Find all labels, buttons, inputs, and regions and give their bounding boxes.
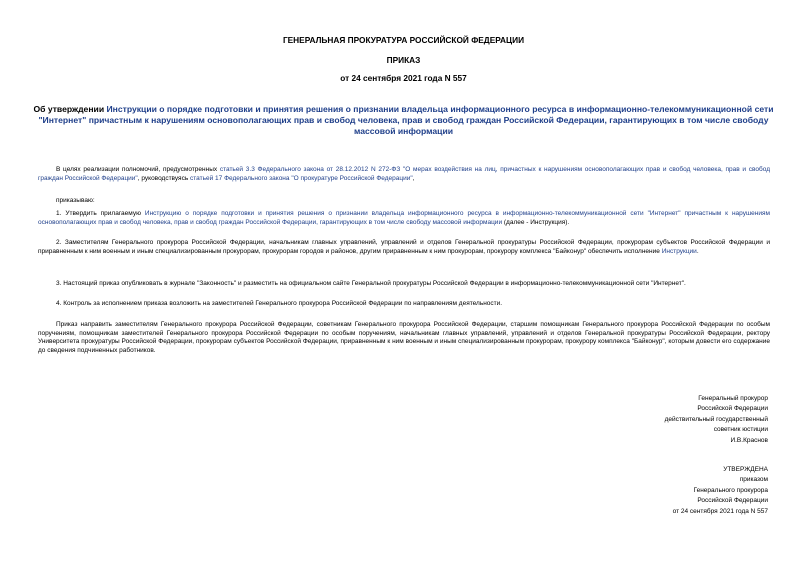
approval-line-2: приказом [739, 476, 768, 484]
document-title [30, 104, 777, 137]
order-word: приказываю: [56, 197, 95, 204]
date-number-heading: от 24 сентября 2021 года N 557 [340, 73, 467, 83]
signature-line-3: действительный государственный [664, 415, 768, 423]
approval-line-3: Генерального прокурора [693, 486, 768, 494]
instruction-link[interactable]: Инструкцию о порядке подготовки и принятия решения о признании владельца информационного ресурса в информационно-телекоммуникационной сети "Интернет" причастным к нарушениям основополагающих прав и свобод человека, прав и свобод граждан Российской Федерации, гарантирующих в том числе свободу массовой информации [38, 210, 770, 226]
approval-line-5: от 24 сентября 2021 года N 557 [672, 507, 768, 515]
preamble-text-1: В целях реализации полномочий, предусмотренных [56, 166, 220, 173]
signature-block [568, 394, 768, 446]
item-2-text-2: . [696, 247, 699, 255]
item-2-paragraph [38, 239, 770, 256]
signature-line-4: советник юстиции [713, 426, 768, 434]
preamble-text-2: , руководствуясь [137, 174, 191, 182]
item-3-paragraph: 3. Настоящий приказ опубликовать в журнале "Законность" и разместить на официальном сайте Генеральной прокуратуры Российской Федерации в информационно-телекоммуникационной сети "Интернет". [56, 280, 686, 287]
preamble-text-3: , [412, 174, 415, 182]
approval-block [568, 465, 768, 517]
item-2-instruction-link[interactable]: Инструкции [661, 247, 697, 255]
approval-line-4: Российской Федерации [697, 497, 768, 505]
title-instruction-link[interactable]: Инструкции о порядке подготовки и принятия решения о признании владельца информационного ресурса в информационно-телекоммуникационной сети "Интернет" причастным к нарушениям основополагающих прав и свобод человека, прав и свобод граждан Российской Федерации, гарантирующих в том числе свободу массовой информации [38, 104, 774, 136]
law-272-fz-link[interactable]: статьей 3.3 Федерального закона от 28.12.2012 N 272-ФЗ "О мерах воздействия на лиц, причастных к нарушениям основополагающих прав и свобод человека, прав и свобод граждан Российской Федерации" [38, 166, 770, 182]
item-4-paragraph: 4. Контроль за исполнением приказа возложить на заместителей Генерального прокурора Российской Федерации по направлениям деятельности. [56, 300, 503, 307]
preamble-paragraph [38, 166, 770, 183]
doc-type-heading: ПРИКАЗ [386, 55, 421, 65]
signature-name: И.В.Краснов [730, 436, 768, 444]
org-heading: ГЕНЕРАЛЬНАЯ ПРОКУРАТУРА РОССИЙСКОЙ ФЕДЕРАЦИИ [282, 35, 525, 45]
item-2-text-1: 2. Заместителям Генерального прокурора Российской Федерации, начальникам главных управлений, управлений и отделов Генеральной прокуратуры Российской Федерации, прокурорам субъектов Российской Федерации и приравненным к ним военным и иным специализированным прокурорам, прокурорам городов и районов, другим приравненным к ним прокурорам, прокурору комплекса "Байконур" обеспечить исполнение [38, 239, 770, 255]
signature-line-2: Российской Федерации [697, 405, 768, 413]
title-prefix: Об утверждении [33, 104, 107, 114]
item-1-text-2: (далее - Инструкция). [502, 218, 570, 226]
item-1-text-1: 1. Утвердить прилагаемую [56, 210, 145, 217]
approval-line-1: УТВЕРЖДЕНА [723, 466, 768, 473]
distribution-paragraph: Приказ направить заместителям Генерального прокурора Российской Федерации, советникам Генерального прокурора Российской Федерации, старшим помощникам Генерального прокурора Российской Федерации по особым поручениям, помощникам заместителей Генерального прокурора Российской Федерации по особым поручениям, начальникам главных управлений, управлений и отделов Генеральной прокуратуры Российской Федерации, ректору Университета прокуратуры Российской Федерации, прокурорам субъектов Российской Федерации, приравненным к ним военным и иным специализированным прокурорам, прокурору комплекса "Байконур", которым довести его содержание до сведения подчиненных работников. [38, 321, 770, 354]
item-1-paragraph [38, 210, 770, 227]
signature-line-1: Генеральный прокурор [698, 395, 768, 402]
prosecutor-law-link[interactable]: статьей 17 Федерального закона "О прокуратуре Российской Федерации" [190, 174, 413, 182]
